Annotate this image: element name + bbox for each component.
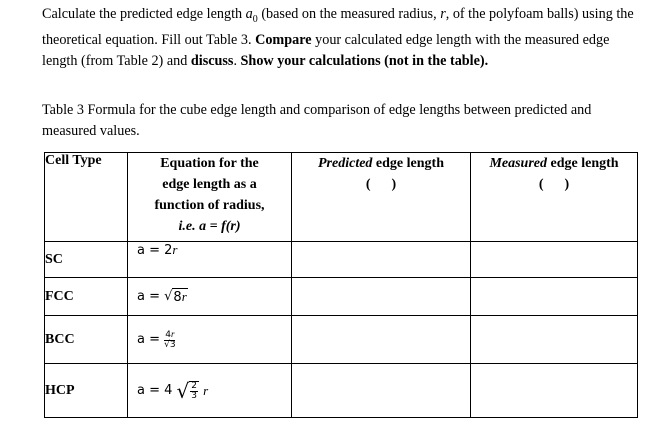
header-predicted [292, 153, 471, 242]
header-measured-title [471, 153, 637, 174]
measured-word: Measured [489, 156, 547, 171]
row-label-sc [45, 242, 128, 278]
row-label-text: BCC [45, 331, 75, 347]
instr-text-1: Calculate the predicted edge length [42, 6, 246, 22]
predicted-cell-bcc[interactable] [292, 316, 471, 364]
header-equation-ie: i.e. a = f(r) [178, 219, 241, 234]
instr-text-4: your calculated edge length with the measured edge length (from Table 2) and [42, 31, 610, 69]
row-label-fcc [45, 278, 128, 316]
instr-text-2: (based on the measured radius, [257, 6, 441, 22]
edge-length-table [44, 152, 638, 418]
row-label-text: HCP [45, 382, 75, 398]
r-symbol: r [440, 6, 446, 22]
measured-cell-hcp[interactable] [471, 364, 638, 418]
predicted-units-placeholder: ( ) [365, 177, 397, 192]
instructions-paragraph [42, 4, 642, 72]
predicted-cell-sc[interactable] [292, 242, 471, 278]
predicted-word: Predicted [318, 156, 373, 171]
formula-cell-sc [128, 242, 292, 278]
header-equation-line: function of radius, [154, 198, 265, 213]
a0-subscript: 0 [252, 13, 258, 25]
instr-text-5: . [233, 52, 241, 69]
row-label-text: SC [45, 251, 63, 267]
formula-cell-hcp [128, 364, 292, 418]
header-measured [471, 153, 638, 242]
predicted-cell-fcc[interactable] [292, 278, 471, 316]
formula-bcc: a = $\frac{4r}{√3}$ [137, 328, 176, 350]
measured-rest: edge length [547, 156, 619, 171]
predicted-rest: edge length [372, 156, 444, 171]
show-calculations-note: Show your calculations (not in the table). [240, 52, 489, 69]
table-header-row [45, 153, 638, 242]
formula-cell-fcc [128, 278, 292, 316]
table-row [45, 278, 638, 316]
table-row [45, 242, 638, 278]
discuss-keyword: discuss [190, 52, 234, 69]
predicted-cell-hcp[interactable] [292, 364, 471, 418]
measured-cell-sc[interactable] [471, 242, 638, 278]
table-row [45, 316, 638, 364]
measured-units-placeholder: ( ) [538, 177, 570, 192]
table-caption: Table 3 Formula for the cube edge length and comparison of edge lengths between predicted and measured values. [42, 102, 592, 139]
compare-keyword: Compare [255, 31, 312, 48]
formula-cell-bcc [128, 316, 292, 364]
formula-sc: a = 2 r [137, 242, 178, 258]
table-row [45, 364, 638, 418]
row-label-hcp [45, 364, 128, 418]
instr-text-3: , of the polyfoam balls) using the theoretical equation. Fill out Table 3. [42, 6, 634, 48]
formula-hcp: a = 4 √ $\frac{2}{3}$ r [137, 378, 209, 403]
row-label-bcc [45, 316, 128, 364]
row-label-text: FCC [45, 288, 74, 304]
measured-cell-fcc[interactable] [471, 278, 638, 316]
header-predicted-title [292, 153, 470, 174]
measured-cell-bcc[interactable] [471, 316, 638, 364]
header-equation-line: Equation for the [160, 156, 259, 171]
formula-fcc: a = √ 8r [137, 289, 187, 305]
header-cell-type: Cell Type [45, 153, 128, 242]
header-equation [128, 153, 292, 242]
a0-symbol: a [245, 6, 253, 22]
header-equation-line: edge length as a [162, 177, 257, 192]
